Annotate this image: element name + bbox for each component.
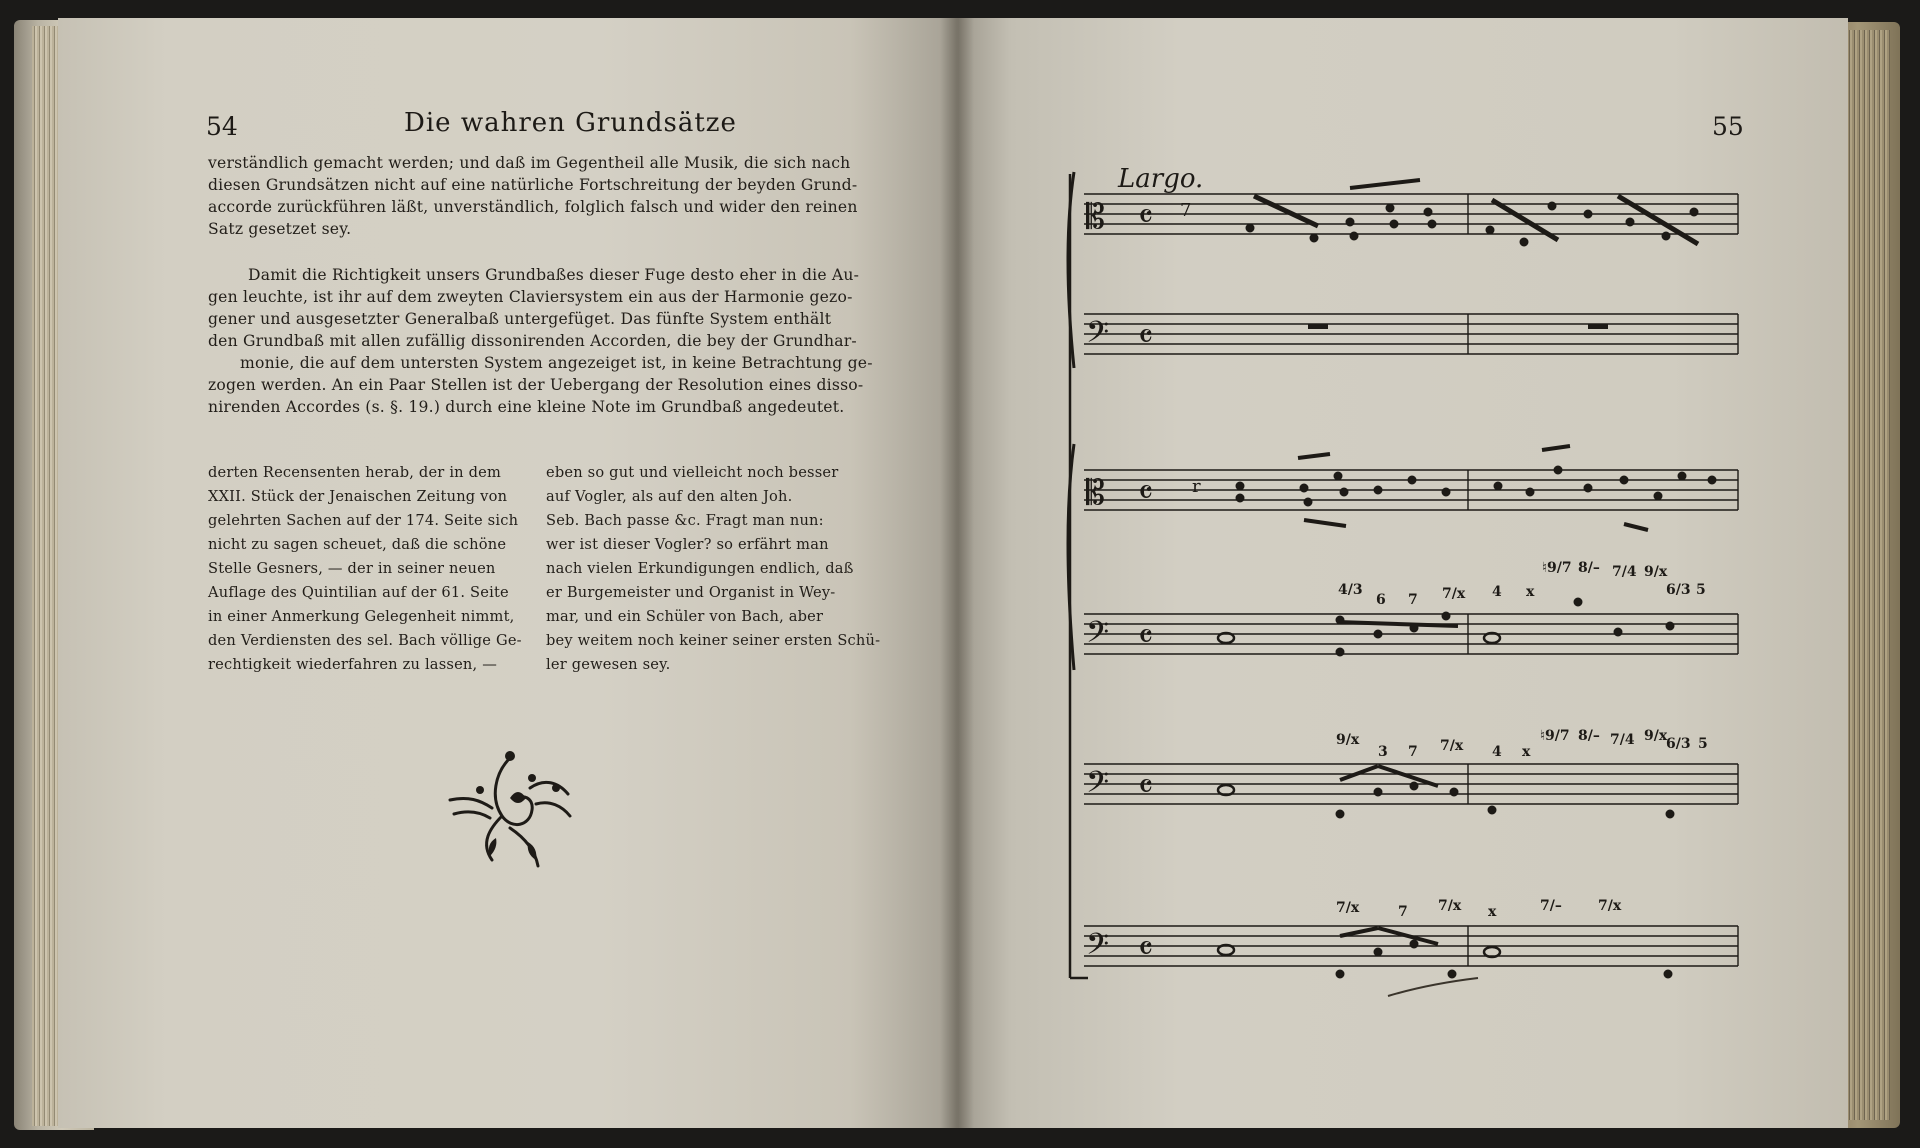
c-clef-icon: 𝄡 bbox=[1086, 473, 1105, 513]
text-line: auf Vogler, als auf den alten Joh. bbox=[546, 488, 793, 505]
text-line: den Grundbaß mit allen zufällig dissonirenden Accorden, die bey der Grundhar- bbox=[208, 332, 857, 350]
tempo-marking: Largo. bbox=[1118, 164, 1204, 194]
text-line: nicht zu sagen scheuet, daß die schöne bbox=[208, 536, 507, 553]
bass-clef-icon: 𝄢 bbox=[1086, 766, 1110, 807]
text-line: in einer Anmerkung Gelegenheit nimmt, bbox=[208, 608, 515, 625]
figure-label: 7/– bbox=[1540, 898, 1562, 914]
text-line: Stelle Gesners, — der in seiner neuen bbox=[208, 560, 496, 577]
notes-staff-4 bbox=[1218, 598, 1674, 656]
figure-label: 7/4 bbox=[1610, 732, 1635, 748]
text-line: den Verdiensten des sel. Bach völlige Ge- bbox=[208, 632, 522, 649]
common-time-icon: 𝄴 bbox=[1138, 197, 1154, 237]
figure-label: 7/x bbox=[1598, 898, 1622, 914]
text-line: nirenden Accordes (s. §. 19.) durch eine kleine Note im Grundbaß angedeutet. bbox=[208, 398, 845, 416]
text-line: bey weitem noch keiner seiner ersten Schü- bbox=[546, 632, 881, 649]
text-line: verständlich gemacht werden; und daß im Gegentheil alle Musik, die sich nach bbox=[208, 154, 851, 172]
figure-label: 7 bbox=[1408, 744, 1418, 760]
notes-staff-1 bbox=[1180, 180, 1698, 246]
staff-2 bbox=[1084, 314, 1738, 354]
running-head: Die wahren Grundsätze bbox=[404, 108, 737, 138]
music-score bbox=[958, 140, 1758, 1000]
text-line: rechtigkeit wiederfahren zu lassen, — bbox=[208, 656, 497, 673]
figure-label: x bbox=[1488, 904, 1497, 920]
page-edges-right bbox=[1842, 30, 1890, 1120]
common-time-icon: 𝄴 bbox=[1138, 617, 1154, 657]
figure-label: 5 bbox=[1696, 582, 1706, 598]
figure-label: 9/x bbox=[1644, 564, 1668, 580]
figure-label: 4 bbox=[1492, 584, 1502, 600]
figure-label: 7 bbox=[1408, 592, 1418, 608]
text-line: wer ist dieser Vogler? so erfährt man bbox=[546, 536, 829, 553]
floral-ornament-icon bbox=[440, 738, 580, 878]
text-line: nach vielen Erkundigungen endlich, daß bbox=[546, 560, 854, 577]
text-line: Auflage des Quintilian auf der 61. Seite bbox=[208, 584, 509, 601]
figure-label: 8/– bbox=[1578, 728, 1600, 744]
bass-clef-icon: 𝄢 bbox=[1086, 316, 1110, 357]
staff-4 bbox=[1084, 614, 1738, 654]
common-time-icon: 𝄴 bbox=[1138, 929, 1154, 969]
text-line: derten Recensenten herab, der in dem bbox=[208, 464, 502, 481]
text-line: mar, und ein Schüler von Bach, aber bbox=[546, 608, 824, 625]
svg-text:7: 7 bbox=[1180, 200, 1192, 221]
whole-rests bbox=[1308, 324, 1608, 329]
figure-label: 9/x bbox=[1644, 728, 1668, 744]
text-line: eben so gut und vielleicht noch besser bbox=[546, 464, 839, 481]
figure-label: 9/x bbox=[1336, 732, 1360, 748]
text-line: Damit die Richtigkeit unsers Grundbaßes dieser Fuge desto eher in die Au- bbox=[248, 266, 860, 284]
figure-label: 3 bbox=[1378, 744, 1388, 760]
figure-label: 7/x bbox=[1438, 898, 1462, 914]
figure-label: 4/3 bbox=[1338, 582, 1363, 598]
text-line: zogen werden. An ein Paar Stellen ist der Uebergang der Resolution eines disso- bbox=[208, 376, 864, 394]
figure-label: ♮9/7 bbox=[1542, 560, 1572, 576]
figure-label: ♮9/7 bbox=[1540, 728, 1570, 744]
text-line: gener und ausgesetzter Generalbaß untergefüget. Das fünfte System enthält bbox=[208, 310, 832, 328]
ink-mark bbox=[1388, 978, 1478, 996]
figure-label: 4 bbox=[1492, 744, 1502, 760]
figure-label: 6 bbox=[1376, 592, 1386, 608]
common-time-icon: 𝄴 bbox=[1138, 767, 1154, 807]
svg-text:r: r bbox=[1192, 476, 1201, 497]
text-line: gen leuchte, ist ihr auf dem zweyten Claviersystem ein aus der Harmonie gezo- bbox=[208, 288, 853, 306]
text-line: XXII. Stück der Jenaischen Zeitung von bbox=[208, 488, 508, 505]
text-line: er Burgemeister und Organist in Wey- bbox=[546, 584, 836, 601]
figure-label: 7/4 bbox=[1612, 564, 1637, 580]
bass-clef-icon: 𝄢 bbox=[1086, 616, 1110, 657]
staff-lines bbox=[1084, 194, 1738, 966]
figure-label: 7/x bbox=[1440, 738, 1464, 754]
text-line: Seb. Bach passe &c. Fragt man nun: bbox=[546, 512, 824, 529]
text-line: accorde zurückführen läßt, unverständlich, folglich falsch und wider den reinen bbox=[208, 198, 858, 216]
page-number-right: 55 bbox=[1712, 112, 1744, 141]
text-line: Satz gesetzet sey. bbox=[208, 220, 352, 238]
figure-label: 7/x bbox=[1336, 900, 1360, 916]
figure-label: 5 bbox=[1698, 736, 1708, 752]
figure-label: 6/3 bbox=[1666, 736, 1691, 752]
page-number-left: 54 bbox=[206, 112, 238, 141]
common-time-icon: 𝄴 bbox=[1138, 473, 1154, 513]
figure-label: x bbox=[1526, 584, 1535, 600]
text-line: ler gewesen sey. bbox=[546, 656, 671, 673]
text-line: gelehrten Sachen auf der 174. Seite sich bbox=[208, 512, 519, 529]
bass-clef-icon: 𝄢 bbox=[1086, 928, 1110, 969]
text-line: monie, die auf dem untersten System angezeiget ist, in keine Betrachtung ge- bbox=[240, 354, 873, 372]
figure-label: 7/x bbox=[1442, 586, 1466, 602]
figure-label: 8/– bbox=[1578, 560, 1600, 576]
c-clef-icon: 𝄡 bbox=[1086, 197, 1105, 237]
figure-label: 7 bbox=[1398, 904, 1408, 920]
text-line: diesen Grundsätzen nicht auf eine natürliche Fortschreitung der beyden Grund- bbox=[208, 176, 858, 194]
notes-staff-3 bbox=[1192, 446, 1716, 530]
figure-label: x bbox=[1522, 744, 1531, 760]
common-time-icon: 𝄴 bbox=[1138, 317, 1154, 357]
figure-label: 6/3 bbox=[1666, 582, 1691, 598]
